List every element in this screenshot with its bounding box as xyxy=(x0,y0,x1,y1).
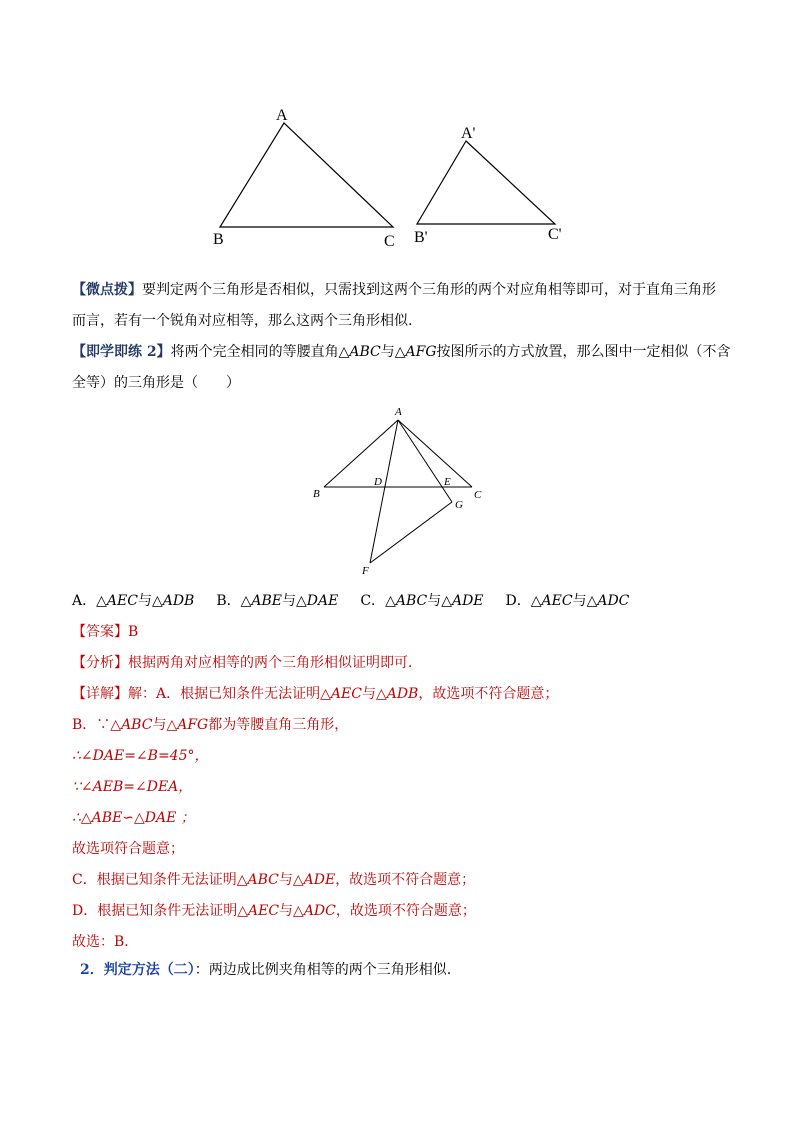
option-a-tri-1: △AEC xyxy=(96,593,138,609)
tip-label: 【微点拨】 xyxy=(72,282,142,298)
detail-l7-tri-2: △ADE xyxy=(292,872,336,888)
vertex-label-B-prime: B' xyxy=(414,229,428,246)
detail-l7-c: ，故选项不符合题意； xyxy=(335,872,476,888)
practice-line-1 xyxy=(72,342,731,362)
answer-line xyxy=(72,622,138,642)
detail-line-4 xyxy=(72,777,192,797)
big-triangle xyxy=(220,123,393,227)
option-b-tri-1: △ABE xyxy=(240,593,283,609)
similar-triangles-figure xyxy=(200,100,590,260)
detail-line-9 xyxy=(72,932,138,952)
method-2-number: 2． xyxy=(80,962,104,978)
tip-text-1: 要判定两个三角形是否相似，只需找到这两个三角形的两个对应角相等即可，对于直角三角形 xyxy=(142,282,716,298)
option-b-tri-2: △DAE xyxy=(296,593,339,609)
detail-line-1 xyxy=(72,684,558,704)
detail-l7-b: 与 xyxy=(278,872,293,888)
overlapping-triangles-figure xyxy=(300,400,500,580)
option-c-tri-1: △ABC xyxy=(385,593,428,609)
method-2-text: ：两边成比例夹角相等的两个三角形相似. xyxy=(194,962,452,978)
option-c[interactable] xyxy=(360,593,483,609)
option-c-prefix: C． xyxy=(360,593,386,609)
answer-label: 【答案】 xyxy=(72,624,128,640)
practice-tri-1: △ABC xyxy=(338,344,381,360)
option-d-with: 与 xyxy=(572,593,587,609)
vertex-label-B: B xyxy=(213,231,224,248)
method-2-label: 判定方法（二） xyxy=(103,962,195,978)
segment-FG xyxy=(370,502,452,563)
option-d[interactable] xyxy=(506,593,630,609)
option-a[interactable] xyxy=(72,593,194,609)
tip-paragraph-line-2 xyxy=(72,311,412,331)
detail-label: 【详解】 xyxy=(72,686,128,702)
practice-label: 【即学即练 2】 xyxy=(72,344,171,360)
method-2-line xyxy=(80,960,451,980)
vertex-label-C: C xyxy=(384,233,395,250)
detail-l1-a: 解：A．根据已知条件无法证明 xyxy=(128,686,321,702)
small-triangle xyxy=(417,141,555,224)
analysis-label: 【分析】 xyxy=(72,655,128,671)
detail-l8-c: ，故选项不符合题意； xyxy=(335,903,476,919)
detail-l1-tri-1: △AEC xyxy=(320,686,362,702)
vertex-label-A-prime: A' xyxy=(461,125,476,142)
detail-l3: ∴∠DAE=∠B=45°， xyxy=(72,748,209,764)
detail-l5: ∴△ABE∽△DAE ； xyxy=(72,810,195,826)
vertex-label-C-prime: C' xyxy=(548,226,562,243)
detail-l7-a: C．根据已知条件无法证明 xyxy=(72,872,237,888)
fig2-label-G: G xyxy=(455,499,463,511)
option-d-prefix: D． xyxy=(505,593,531,609)
option-a-prefix: A． xyxy=(72,593,97,609)
fig2-label-E: E xyxy=(444,476,451,488)
option-b[interactable] xyxy=(216,593,338,609)
detail-l2-tri-1: △ABC xyxy=(110,717,153,733)
detail-l9: 故选：B． xyxy=(72,934,139,950)
detail-line-2 xyxy=(72,715,348,735)
option-c-with: 与 xyxy=(427,593,442,609)
detail-l8-a: D．根据已知条件无法证明 xyxy=(72,903,238,919)
detail-l2-b: 与 xyxy=(152,717,167,733)
practice-line-2 xyxy=(72,373,240,393)
detail-l1-b: 与 xyxy=(361,686,376,702)
detail-line-7 xyxy=(72,870,475,890)
fig2-label-A: A xyxy=(395,406,402,418)
option-b-prefix: B． xyxy=(216,593,241,609)
detail-line-3 xyxy=(72,746,209,766)
detail-l2-a: B．∵ xyxy=(72,717,111,733)
detail-l8-tri-1: △AEC xyxy=(237,903,280,919)
practice-text-3: 全等）的三角形是（ ） xyxy=(72,375,240,391)
practice-with: 与 xyxy=(380,344,395,360)
options-line xyxy=(72,591,629,611)
option-d-tri-2: △ADC xyxy=(586,593,630,609)
fig2-label-F: F xyxy=(362,565,369,577)
tip-text-2: 而言，若有一个锐角对应相等，那么这两个三角形相似. xyxy=(72,313,413,329)
detail-l2-tri-2: △AFG xyxy=(166,717,209,733)
answer-value: B xyxy=(128,624,139,640)
analysis-text: 根据两角对应相等的两个三角形相似证明即可． xyxy=(128,655,422,671)
detail-l1-tri-2: △ADB xyxy=(375,686,419,702)
practice-text-2: 按图所示的方式放置，那么图中一定相似（不含 xyxy=(436,344,731,360)
analysis-line xyxy=(72,653,422,673)
fig2-label-D: D xyxy=(374,476,382,488)
detail-l4: ∵∠AEB=∠DEA， xyxy=(72,779,193,795)
fig2-label-B: B xyxy=(313,488,320,500)
tip-paragraph-line-1 xyxy=(72,280,716,300)
detail-line-5 xyxy=(72,808,195,828)
detail-l2-c: 都为等腰直角三角形， xyxy=(208,717,349,733)
detail-l8-tri-2: △ADC xyxy=(293,903,336,919)
option-b-with: 与 xyxy=(282,593,297,609)
option-a-with: 与 xyxy=(137,593,152,609)
detail-l8-b: 与 xyxy=(279,903,294,919)
detail-line-6 xyxy=(72,839,184,859)
fig2-label-C: C xyxy=(474,489,482,501)
detail-l7-tri-1: △ABC xyxy=(236,872,279,888)
option-a-tri-2: △ADB xyxy=(151,593,195,609)
practice-text-1: 将两个完全相同的等腰直角 xyxy=(170,344,339,360)
vertex-label-A: A xyxy=(276,107,288,124)
practice-tri-2: △AFG xyxy=(394,344,437,360)
option-d-tri-1: △AEC xyxy=(530,593,573,609)
option-c-tri-2: △ADE xyxy=(441,593,484,609)
detail-l1-c: ，故选项不符合题意； xyxy=(418,686,559,702)
detail-l6: 故选项符合题意； xyxy=(72,841,184,857)
detail-line-8 xyxy=(72,901,476,921)
